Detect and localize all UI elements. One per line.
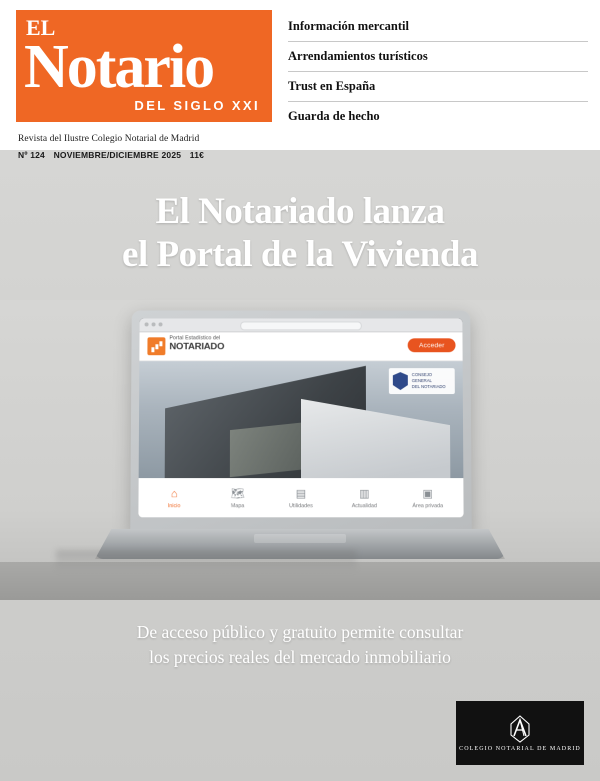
issue-line — [18, 150, 204, 160]
issue-number: Nº 124 — [18, 150, 45, 160]
address-bar[interactable] — [240, 321, 362, 330]
masthead-brand: Notario — [24, 33, 214, 101]
site-logo-text — [169, 336, 224, 353]
caption-line-2: los precios reales del mercado inmobiliario — [149, 647, 451, 667]
map-icon: 🗺 — [230, 488, 245, 501]
masthead-tagline: DEL SIGLO XXI — [134, 98, 260, 113]
cover-headline — [0, 190, 600, 276]
caption-line-1: De acceso público y gratuito permite consultar — [136, 622, 464, 642]
headline-line-1: El Notariado lanza — [155, 191, 445, 232]
issue-date: NOVIEMBRE/DICIEMBRE 2025 — [53, 150, 182, 160]
website — [138, 332, 463, 517]
colegio-notarial-logo-box — [456, 701, 584, 765]
nav-item-inicio[interactable] — [144, 488, 204, 509]
laptop-photo — [0, 300, 600, 600]
acceder-button[interactable]: Acceder — [408, 338, 456, 352]
desk-reflection — [56, 550, 356, 572]
teaser-item-3[interactable]: Guarda de hecho — [288, 109, 380, 123]
home-icon: ⌂ — [170, 488, 178, 501]
shield-icon — [393, 372, 408, 390]
teaser-item-1[interactable]: Arrendamientos turísticos — [288, 42, 588, 72]
nav-item-mapa[interactable] — [207, 488, 267, 509]
laptop-trackpad — [254, 534, 346, 543]
nav-label-actualidad: Actualidad — [351, 503, 378, 510]
window-controls — [145, 322, 163, 326]
logo-box-caption: COLEGIO NOTARIAL DE MADRID — [459, 745, 581, 752]
site-navbar — [138, 478, 463, 517]
nav-item-utilidades[interactable] — [271, 488, 331, 509]
masthead-logo — [16, 10, 272, 122]
site-hero-image — [139, 361, 464, 478]
nav-label-inicio: Inicio — [167, 503, 181, 510]
nav-item-actualidad[interactable] — [334, 488, 394, 509]
cover-teaser-list — [288, 12, 588, 131]
issue-price: 11€ — [189, 150, 205, 160]
hero-building-light — [301, 399, 451, 478]
site-header — [139, 332, 462, 361]
tools-icon: ▤ — [295, 488, 307, 501]
browser-chrome — [140, 318, 463, 332]
site-logo-title: NOTARIADO — [169, 341, 225, 353]
nav-item-area-privada[interactable] — [398, 488, 458, 509]
nav-label-utilidades: Utilidades — [289, 503, 313, 510]
teaser-item-0[interactable]: Información mercantil — [288, 12, 588, 42]
laptop-lid — [130, 311, 471, 533]
headline-line-2: el Portal de la Vivienda — [122, 234, 478, 275]
chart-logo-icon — [147, 337, 165, 355]
masthead-el-text: EL — [26, 15, 56, 40]
nav-label-area-privada: Área privada — [412, 503, 444, 510]
cover-subcaption — [0, 620, 600, 670]
badge-text — [412, 373, 451, 390]
badge-line-1: CONSEJO GENERAL — [411, 372, 433, 384]
laptop — [95, 310, 505, 575]
nav-label-mapa: Mapa — [230, 503, 245, 510]
notary-emblem-icon — [503, 715, 537, 743]
teaser-item-2[interactable]: Trust en España — [288, 72, 588, 102]
laptop-screen — [138, 318, 463, 517]
site-logo-subtitle: Portal Estadístico del — [169, 335, 221, 342]
badge-line-2: DEL NOTARIADO — [411, 383, 446, 389]
consejo-general-badge — [389, 368, 455, 394]
news-icon: ▥ — [359, 488, 370, 501]
user-area-icon: ▣ — [422, 488, 433, 501]
publisher-line: Revista del Ilustre Colegio Notarial de Madrid — [18, 134, 200, 144]
